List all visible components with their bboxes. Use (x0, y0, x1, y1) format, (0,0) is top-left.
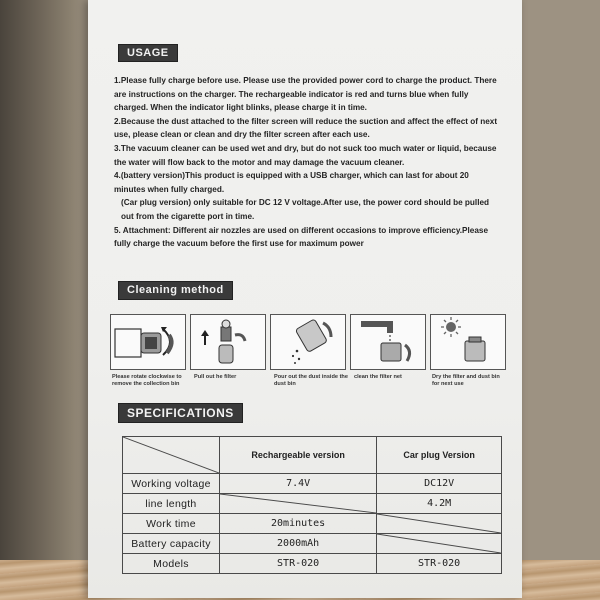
usage-item-3: 3.The vacuum cleaner can be used wet and dry, but do not suck too much water or liquid, because the water will flow back to the motor and may damage the vacuum cleaner. (114, 143, 497, 167)
empty-cell (220, 494, 377, 514)
table-corner-cell (123, 437, 220, 474)
cleaning-illustrations (110, 314, 502, 370)
usage-item-4-car: (Car plug version) only suitable for DC 12 V voltage.After use, the power cord should be pulled out from the cigarette port in time. (121, 198, 490, 221)
usage-list (114, 74, 502, 251)
step-rotate-illustration (110, 314, 186, 370)
empty-cell (377, 534, 502, 554)
row-label: Work time (123, 514, 220, 534)
cell-value: DC12V (377, 474, 502, 494)
column-header-carplug: Car plug Version (377, 437, 502, 474)
table-row (123, 474, 502, 494)
row-label: line length (123, 494, 220, 514)
cell-value: 7.4V (220, 474, 377, 494)
specifications-table (122, 436, 502, 574)
caption-step-2: Pull out he filter (194, 374, 237, 380)
specifications-heading: SPECIFICATIONS (118, 403, 243, 423)
cell-value: STR-020 (377, 554, 502, 574)
pull-filter-icon (191, 315, 265, 369)
cell-value: 4.2M (377, 494, 502, 514)
caption-step-3: Pour out the dust inside the dust bin (274, 374, 348, 387)
diagonal-line (220, 494, 376, 513)
cell-value: 2000mAh (220, 534, 377, 554)
table-header-row (123, 437, 502, 474)
usage-item-4: 4.(battery version)This product is equipped with a USB charger, which can last for about 20 minutes when fully charged. (114, 171, 469, 194)
diagonal-line (123, 437, 219, 473)
row-label: Battery capacity (123, 534, 220, 554)
row-label: Working voltage (123, 474, 220, 494)
usage-heading: USAGE (118, 44, 178, 62)
step-pour-dust-illustration (270, 314, 346, 370)
step-pull-filter-illustration (190, 314, 266, 370)
usage-item-2: 2.Because the dust attached to the filter screen will reduce the suction and affect the effect of next use, please clean or clean and dry the filter screen after each use. (114, 116, 498, 140)
usage-item-1: 1.Please fully charge before use. Please use the provided power cord to charge the product. There are instructions on the charger. The rechargeable indicator is red and turns blue when fully charged. When the indicator light blinks, please charge it in time. (114, 76, 497, 113)
table-row (123, 534, 502, 554)
column-header-rechargeable: Rechargeable version (220, 437, 377, 474)
rotate-bin-icon (111, 315, 185, 369)
sun-dry-icon (431, 315, 505, 369)
cell-value: STR-020 (220, 554, 377, 574)
cell-value: 20minutes (220, 514, 377, 534)
empty-cell (377, 514, 502, 534)
step-clean-filter-illustration (350, 314, 426, 370)
caption-step-1: Please rotate clockwise to remove the collection bin (112, 374, 182, 387)
row-label: Models (123, 554, 220, 574)
diagonal-line (377, 514, 501, 533)
diagonal-line (377, 534, 501, 553)
table-row (123, 554, 502, 574)
cleaning-method-heading: Cleaning method (118, 281, 233, 300)
caption-step-5: Dry the filter and dust bin for next use (432, 374, 500, 387)
table-row (123, 514, 502, 534)
cleaning-captions (110, 374, 510, 396)
step-dry-illustration (430, 314, 506, 370)
faucet-icon (351, 315, 425, 369)
pour-dust-icon (271, 315, 345, 369)
manual-page (88, 0, 522, 598)
table-row (123, 494, 502, 514)
caption-step-4: clean the filter net (354, 374, 402, 380)
usage-item-5: 5. Attachment: Different air nozzles are used on different occasions to improve efficiency.Please fully charge the vacuum before the first use for maximum power (114, 225, 488, 249)
